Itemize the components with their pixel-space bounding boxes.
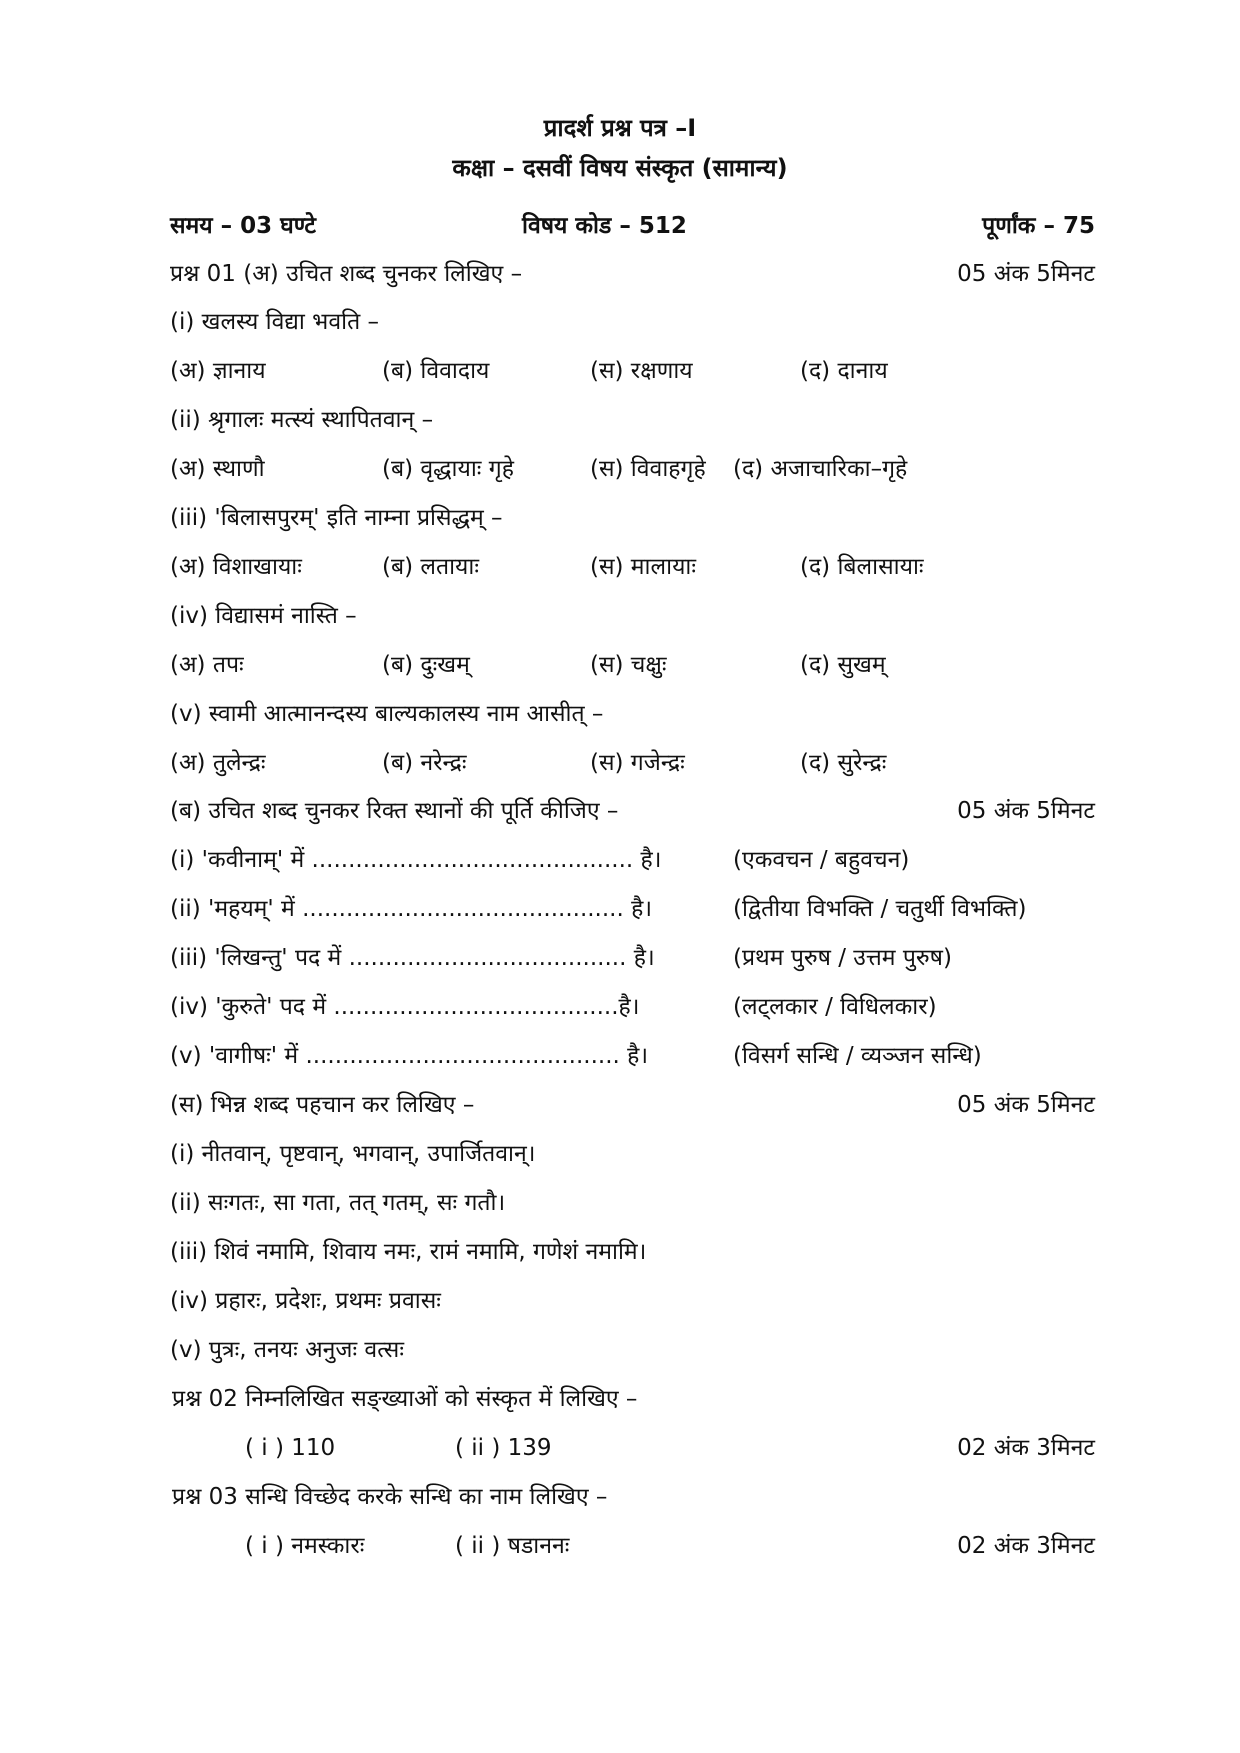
q1a-item-3-opt-b: (ब) लतायाः (382, 554, 479, 580)
q1c-item-5: (v) पुत्रः, तनयः अनुजः वत्सः (170, 1337, 404, 1363)
q1b-item-2: (ii) 'महयम्' में ............................................ है। (170, 896, 653, 922)
q3-option-2: ( ii ) षडाननः (455, 1533, 570, 1559)
q1a-item-5: (v) स्वामी आत्मानन्दस्य बाल्यकालस्य नाम आसीत् – (170, 701, 604, 727)
q3-heading: प्रश्न 03 सन्धि विच्छेद करके सन्धि का नाम लिखिए – (172, 1484, 608, 1510)
q1a-item-1-opt-b: (ब) विवादाय (382, 358, 490, 384)
q1a-item-2-opt-a: (अ) स्थाणौ (170, 456, 265, 482)
q1a-item-1-opt-a: (अ) ज्ञानाय (170, 358, 266, 384)
q1a-item-2-opt-d: (द) अजाचारिका–गृहे (733, 456, 908, 482)
q1c-item-4: (iv) प्रहारः, प्रदेशः, प्रथमः प्रवासः (170, 1288, 441, 1314)
time-label: समय – 03 घण्टे (170, 213, 317, 239)
q1a-item-4-opt-d: (द) सुखम् (800, 652, 886, 678)
q1b-item-3-hint: (प्रथम पुरुष / उत्तम पुरुष) (733, 945, 952, 971)
q1a-item-4: (iv) विद्यासमं नास्ति – (170, 603, 357, 629)
q1c-item-3: (iii) शिवं नमामि, शिवाय नमः, रामं नमामि, गणेशं नमामि। (170, 1239, 647, 1265)
q1a-item-3: (iii) 'बिलासपुरम्' इति नाम्ना प्रसिद्धम् – (170, 505, 503, 531)
q1b-item-5: (v) 'वागीषः' में ........................................... है। (170, 1043, 649, 1069)
q1a-item-3-opt-a: (अ) विशाखायाः (170, 554, 302, 580)
q1a-item-5-opt-b: (ब) नरेन्द्रः (382, 750, 467, 776)
q1a-item-1-opt-d: (द) दानाय (800, 358, 888, 384)
paper-subtitle: कक्षा – दसवीं विषय संस्कृत (सामान्य) (452, 154, 788, 182)
q1b-item-2-hint: (द्वितीया विभक्ति / चतुर्थी विभक्ति) (733, 896, 1027, 922)
q1a-item-4-opt-b: (ब) दुःखम् (382, 652, 470, 678)
q1a-item-3-opt-c: (स) मालायाः (590, 554, 697, 580)
q1b-item-1-hint: (एकवचन / बहुवचन) (733, 847, 910, 873)
q2-heading: प्रश्न 02 निम्नलिखित सङ्ख्याओं को संस्कृत में लिखिए – (172, 1386, 638, 1412)
q1b-item-1: (i) 'कवीनाम्' में ............................................ है। (170, 847, 662, 873)
q1a-item-1: (i) खलस्य विद्या भवति – (170, 309, 379, 335)
q1a-item-3-opt-d: (द) बिलासायाः (800, 554, 924, 580)
q1b-item-3: (iii) 'लिखन्तु' पद में ...................................... है। (170, 945, 655, 971)
q1c-heading: (स) भिन्न शब्द पहचान कर लिखिए – (170, 1092, 475, 1118)
q2-option-1: ( i ) 110 (245, 1435, 336, 1461)
q1b-item-4: (iv) 'कुरुते' पद में .......................................है। (170, 994, 640, 1020)
q1b-marks: 05 अंक 5मिनट (957, 798, 1095, 824)
q1b-heading: (ब) उचित शब्द चुनकर रिक्त स्थानों की पूर्ति कीजिए – (170, 798, 619, 824)
q1a-item-5-opt-c: (स) गजेन्द्रः (590, 750, 685, 776)
q1a-heading: प्रश्न 01 (अ) उचित शब्द चुनकर लिखिए – (170, 261, 523, 287)
q1a-item-5-opt-d: (द) सुरेन्द्रः (800, 750, 887, 776)
q3-option-1: ( i ) नमस्कारः (245, 1533, 365, 1559)
q1c-marks: 05 अंक 5मिनट (957, 1092, 1095, 1118)
q1a-item-2-opt-c: (स) विवाहगृहे (590, 456, 706, 482)
q1a-item-2: (ii) श्रृगालः मत्स्यं स्थापितवान् – (170, 407, 434, 433)
q1c-item-2: (ii) सःगतः, सा गता, तत् गतम्, सः गतौ। (170, 1190, 506, 1216)
q1a-marks: 05 अंक 5मिनट (957, 261, 1095, 287)
q1a-item-5-opt-a: (अ) तुलेन्द्रः (170, 750, 266, 776)
q1c-item-1: (i) नीतवान्, पृष्टवान्, भगवान्, उपार्जितवान्। (170, 1141, 536, 1167)
q1a-item-2-opt-b: (ब) वृद्धायाः गृहे (382, 456, 514, 482)
q1a-item-1-opt-c: (स) रक्षणाय (590, 358, 693, 384)
q1a-item-4-opt-a: (अ) तपः (170, 652, 244, 678)
q1b-item-4-hint: (लट्लकार / विधिलकार) (733, 994, 937, 1020)
paper-title: प्रादर्श प्रश्न पत्र –I (543, 114, 697, 142)
q2-marks: 02 अंक 3मिनट (957, 1435, 1095, 1461)
subject-code: विषय कोड – 512 (522, 213, 687, 239)
q2-option-2: ( ii ) 139 (455, 1435, 552, 1461)
q1b-item-5-hint: (विसर्ग सन्धि / व्यञ्जन सन्धि) (733, 1043, 982, 1069)
q3-marks: 02 अंक 3मिनट (957, 1533, 1095, 1559)
q1a-item-4-opt-c: (स) चक्षुः (590, 652, 667, 678)
max-marks: पूर्णांक – 75 (982, 213, 1095, 239)
